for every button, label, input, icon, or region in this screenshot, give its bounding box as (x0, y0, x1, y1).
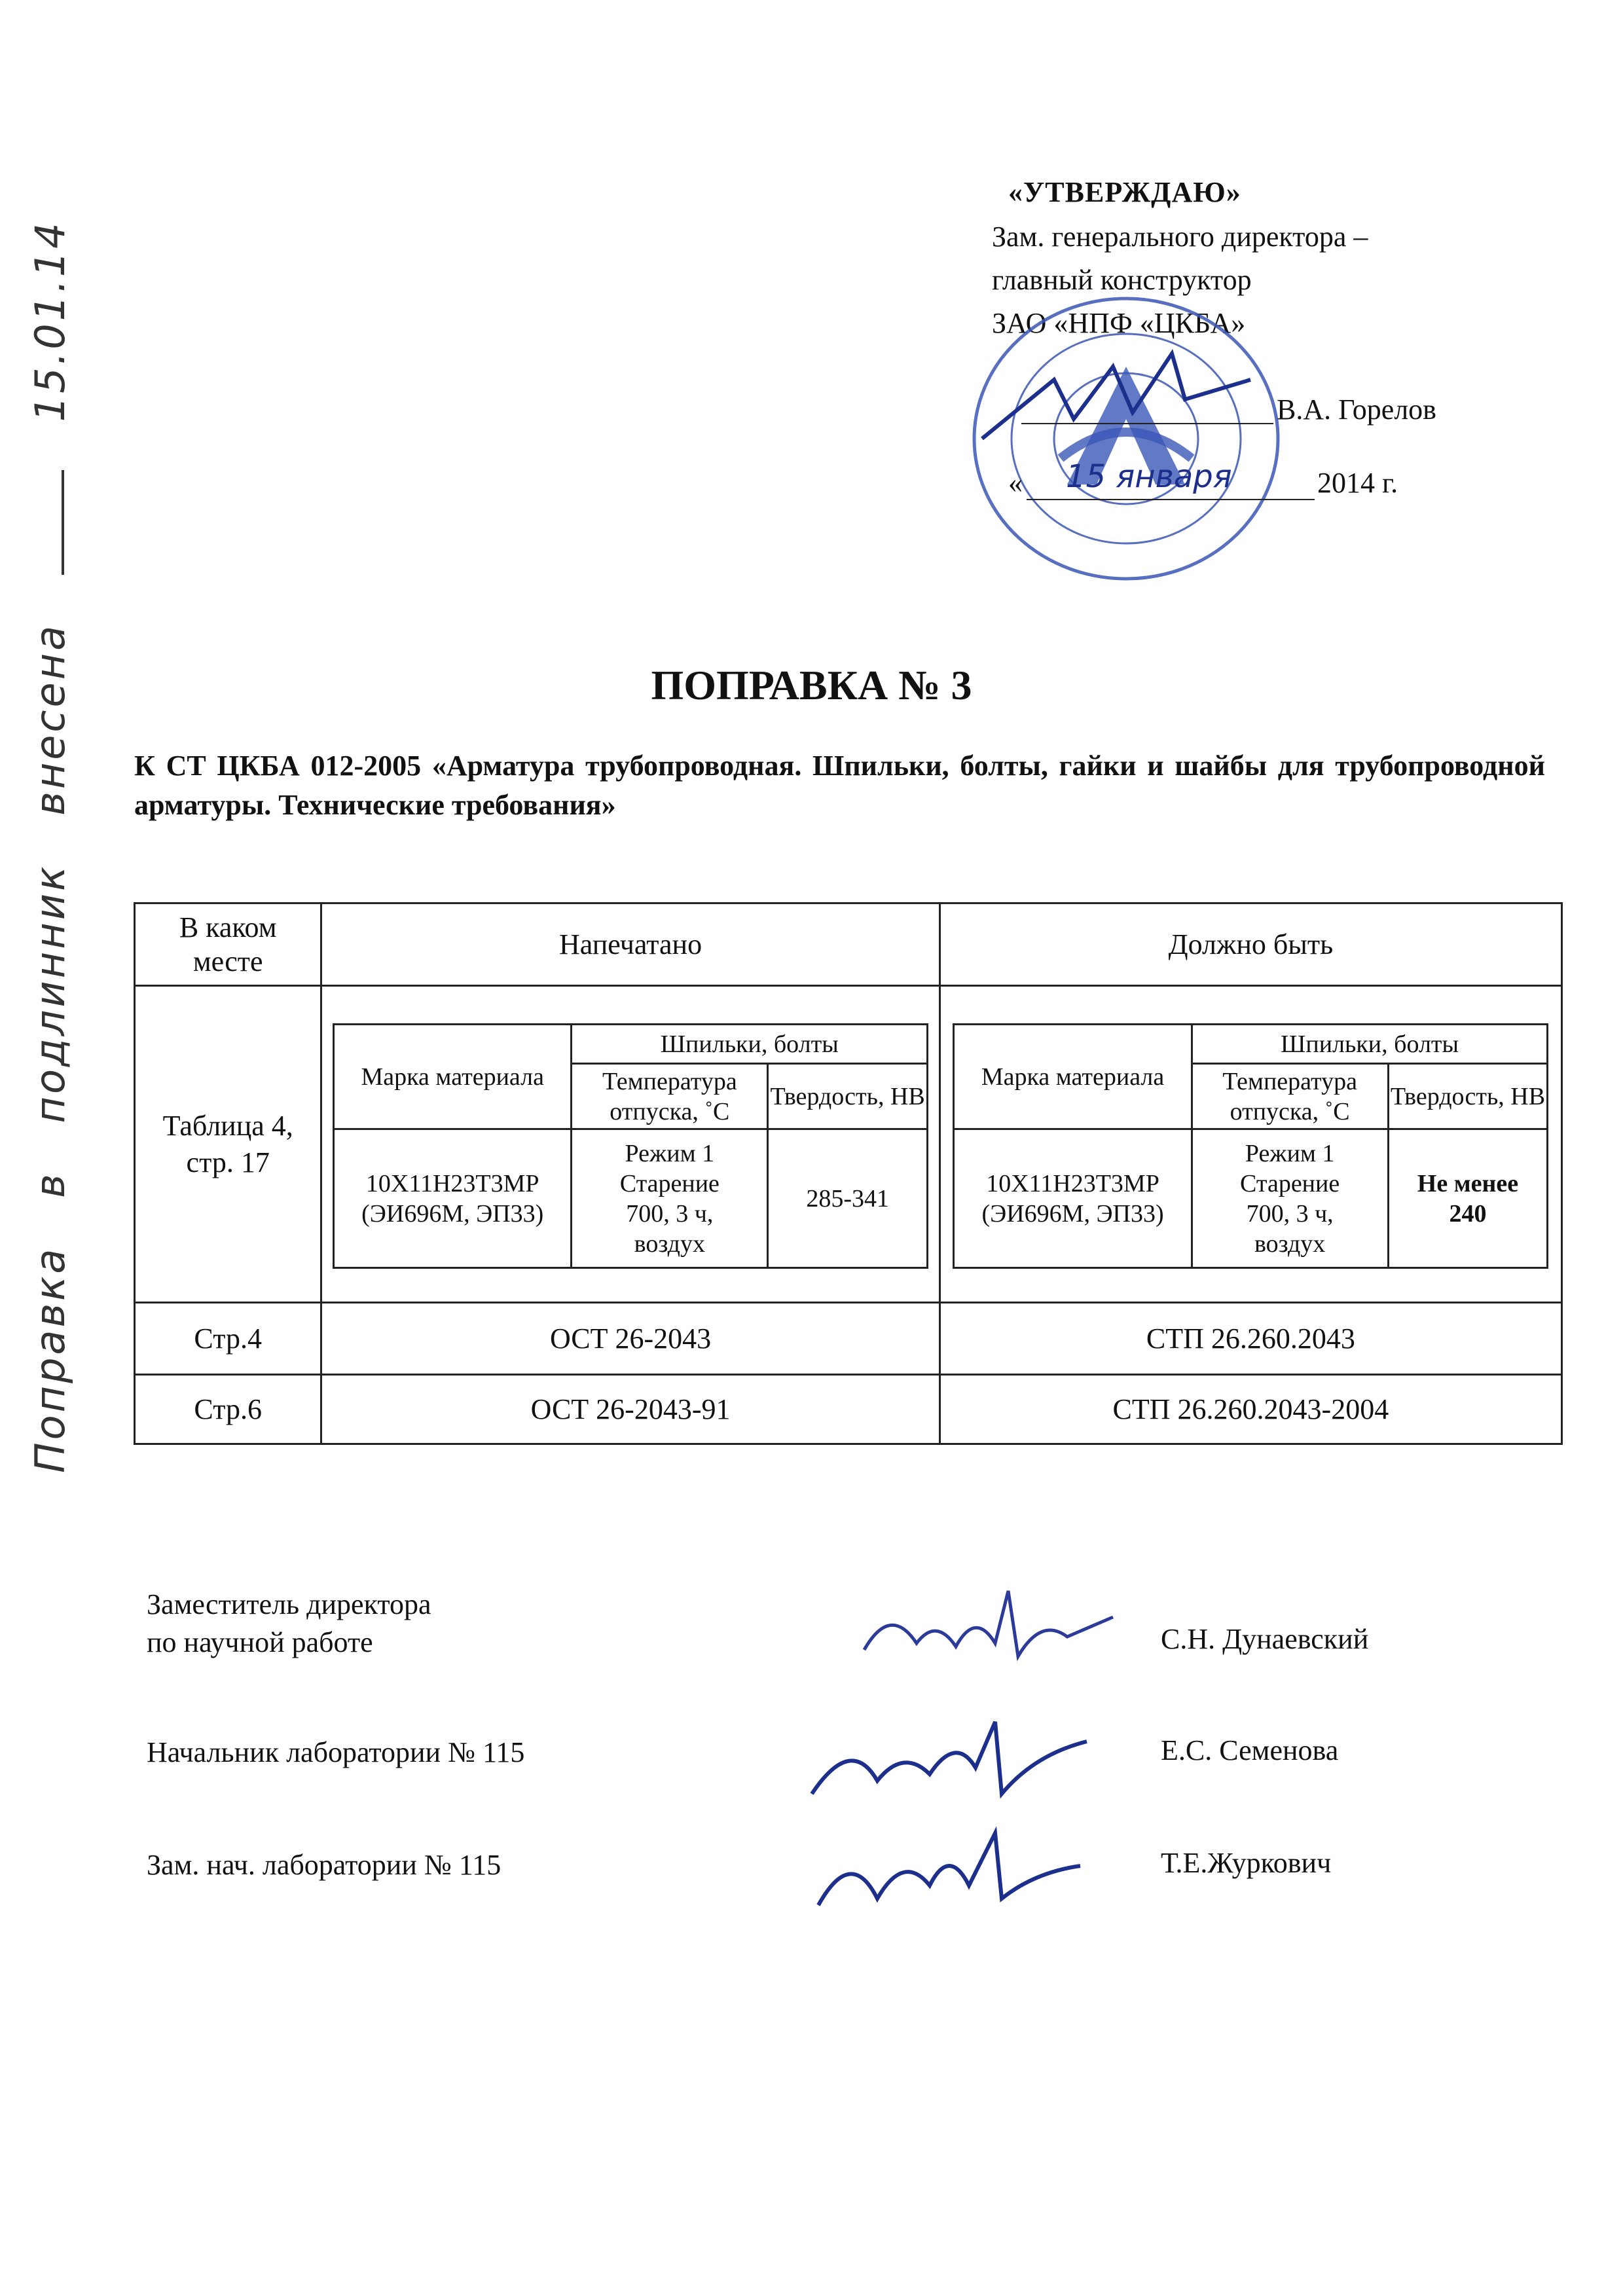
approver-signature-line (1021, 423, 1273, 424)
subtable-mode-value: Режим 1 Старение 700, 3 ч, воздух (572, 1129, 768, 1268)
approver-name: В.А. Горелов (1277, 393, 1436, 426)
margin-note-signature (62, 470, 64, 575)
margin-note-date: 15.01.14 (26, 220, 74, 422)
subtable-group-header: Шпильки, болты (572, 1025, 928, 1064)
margin-note-word: внесена (26, 623, 74, 816)
document-subtitle: К СТ ЦКБА 012-2005 «Арматура трубопроводная. Шпильки, болты, гайки и шайбы для трубопроводной арматуры. Технические требования» (134, 750, 1545, 821)
approval-position-line-1: Зам. генерального директора – (992, 221, 1368, 253)
row2-printed: ОСТ 26-2043 (321, 1303, 939, 1375)
approval-position-line-2: главный конструктор (992, 264, 1252, 296)
subtable-temp-header: Температура отпуска, ˚С (1192, 1064, 1388, 1129)
approval-heading: «УТВЕРЖДАЮ» (1008, 176, 1241, 208)
subtable-group-header: Шпильки, болты (1192, 1025, 1548, 1064)
signer-1-position (147, 1586, 431, 1662)
signer-3-position: Зам. нач. лаборатории № 115 (147, 1849, 501, 1881)
approval-date-open: « (1008, 467, 1023, 499)
row1-printed (321, 986, 939, 1303)
margin-note-word: подлинник (26, 864, 74, 1123)
margin-note-word: в (26, 1171, 74, 1198)
signer-2-position: Начальник лаборатории № 115 (147, 1736, 525, 1768)
subtable-mode-value: Режим 1 Старение 700, 3 ч, воздух (1192, 1129, 1388, 1268)
approval-position-line-3: ЗАО «НПФ «ЦКБА» (992, 307, 1246, 339)
signer-3-name: Т.Е.Журкович (1161, 1847, 1332, 1879)
header-place: В каком месте (135, 903, 321, 986)
signer-1-position-line-1: Заместитель директора (147, 1588, 431, 1620)
table-row (135, 1303, 1562, 1375)
subtable-hardness-header: Твердость, НВ (1388, 1064, 1548, 1129)
approval-year: 2014 г. (1317, 467, 1398, 499)
subtable-mark-value: 10Х11Н23Т3МР (ЭИ696М, ЭП33) (334, 1129, 572, 1268)
row3-correct: СТП 26.260.2043-2004 (939, 1375, 1561, 1444)
row1-correct (939, 986, 1561, 1303)
row2-correct: СТП 26.260.2043 (939, 1303, 1561, 1375)
row2-place: Стр.4 (135, 1303, 321, 1375)
table-row (135, 1375, 1562, 1444)
signer-1-name: С.Н. Дунаевский (1161, 1623, 1369, 1655)
subtable-mark-value: 10Х11Н23Т3МР (ЭИ696М, ЭП33) (954, 1129, 1192, 1268)
subtable-mark-header: Марка материала (954, 1025, 1192, 1129)
printed-subtable (333, 1023, 928, 1269)
margin-note (26, 220, 79, 1473)
signer-1-signature-icon (851, 1578, 1126, 1676)
header-correct: Должно быть (939, 903, 1561, 986)
margin-note-word: Поправка (26, 1246, 74, 1473)
handwritten-date: 15 января (1066, 458, 1232, 495)
approval-date-line (1027, 499, 1315, 500)
subtable-hardness-value: Не менее 240 (1388, 1129, 1548, 1268)
subtable-temp-header: Температура отпуска, ˚С (572, 1064, 768, 1129)
signer-1-position-line-2: по научной работе (147, 1626, 373, 1658)
row1-place: Таблица 4, стр. 17 (135, 986, 321, 1303)
signer-2-signature-icon (799, 1709, 1100, 1820)
document-title: ПОПРАВКА № 3 (651, 662, 972, 708)
correct-subtable (953, 1023, 1548, 1269)
table-row (135, 986, 1562, 1303)
subtable-mark-header: Марка материала (334, 1025, 572, 1129)
table-header-row (135, 903, 1562, 986)
signer-2-name: Е.С. Семенова (1161, 1734, 1339, 1766)
approver-signature-icon (976, 340, 1290, 458)
header-printed: Напечатано (321, 903, 939, 986)
subtable-hardness-header: Твердость, НВ (768, 1064, 928, 1129)
signer-3-signature-icon (805, 1820, 1093, 1925)
amendment-table (134, 902, 1563, 1445)
row3-place: Стр.6 (135, 1375, 321, 1444)
row3-printed: ОСТ 26-2043-91 (321, 1375, 939, 1444)
subtable-hardness-value: 285-341 (768, 1129, 928, 1268)
